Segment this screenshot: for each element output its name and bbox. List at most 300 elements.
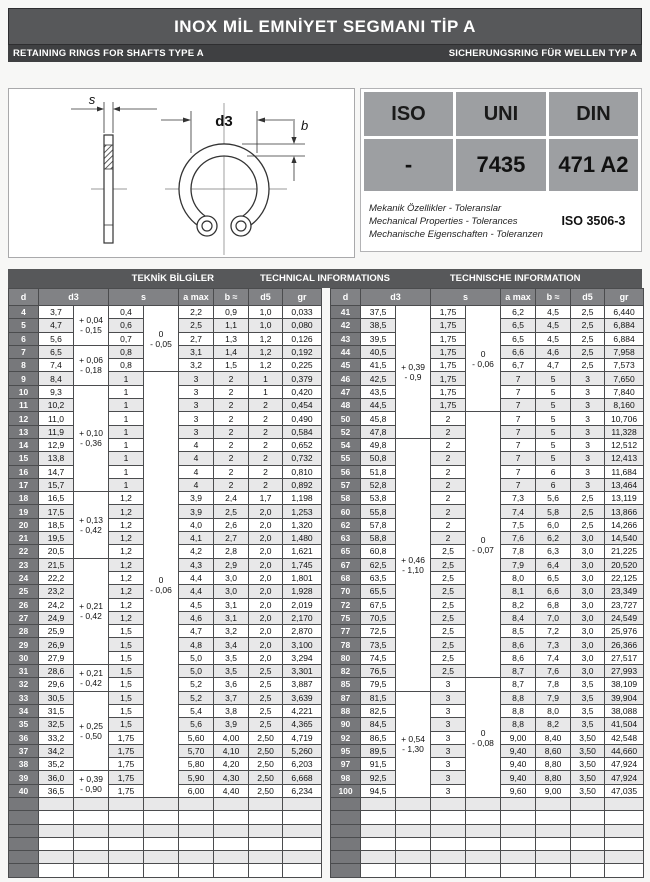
cell-d: 15	[9, 452, 39, 465]
cell-d3: 63,5	[361, 571, 396, 584]
cell-d: 82	[331, 665, 361, 678]
empty-cell	[361, 797, 396, 810]
cell-d3: 41,5	[361, 359, 396, 372]
cell-b: 3,0	[214, 585, 249, 598]
cell-d5: 3,0	[571, 558, 605, 571]
cell-b: 8,0	[536, 704, 571, 717]
cell-gr: 38,088	[605, 704, 644, 717]
empty-cell	[283, 837, 322, 850]
empty-cell	[396, 824, 431, 837]
cell-d: 70	[331, 585, 361, 598]
cell-d3: 37,5	[361, 306, 396, 319]
empty-cell	[179, 851, 214, 864]
cell-d3: 34,2	[39, 744, 74, 757]
cell-b: 6,0	[536, 518, 571, 531]
cell-b: 3,7	[214, 691, 249, 704]
column-header: d	[9, 289, 39, 306]
cell-d5: 3	[571, 478, 605, 491]
cell-d3: 36,5	[39, 784, 74, 797]
cell-d: 5	[9, 319, 39, 332]
empty-row	[9, 864, 322, 877]
cell-a-max: 9,40	[501, 744, 536, 757]
cell-d: 62	[331, 518, 361, 531]
cell-d5: 2	[249, 465, 283, 478]
empty-cell	[39, 851, 74, 864]
cell-gr: 0,892	[283, 478, 322, 491]
cell-d3: 36,0	[39, 771, 74, 784]
cell-b: 5	[536, 412, 571, 425]
cell-gr: 3,294	[283, 651, 322, 664]
cell-a-max: 4	[179, 478, 214, 491]
cell-d3: 62,5	[361, 558, 396, 571]
empty-cell	[179, 864, 214, 877]
cell-b: 2	[214, 372, 249, 385]
cell-d: 55	[331, 452, 361, 465]
cell-gr: 2,170	[283, 611, 322, 624]
empty-row	[9, 797, 322, 810]
empty-cell	[501, 837, 536, 850]
cell-d: 87	[331, 691, 361, 704]
empty-cell	[396, 864, 431, 877]
cell-s: 3	[431, 731, 466, 744]
cell-d5: 3,0	[571, 625, 605, 638]
cell-a-max: 8,5	[501, 625, 536, 638]
table-row	[331, 412, 644, 425]
title-bar	[8, 8, 642, 45]
cell-d5: 2,0	[249, 625, 283, 638]
cell-b: 7,6	[536, 665, 571, 678]
cell-gr: 44,660	[605, 744, 644, 757]
cell-s: 1,75	[109, 784, 144, 797]
cell-gr: 2,870	[283, 625, 322, 638]
cell-a-max: 7,5	[501, 518, 536, 531]
cell-d5: 3,5	[571, 718, 605, 731]
cell-d: 34	[9, 704, 39, 717]
empty-row	[331, 824, 644, 837]
empty-cell	[361, 824, 396, 837]
cell-gr: 21,225	[605, 545, 644, 558]
cell-a-max: 4,0	[179, 518, 214, 531]
cell-gr: 0,379	[283, 372, 322, 385]
cell-d3: 32,5	[39, 718, 74, 731]
cell-b: 7,3	[536, 638, 571, 651]
cell-gr: 20,520	[605, 558, 644, 571]
cell-d5: 2,0	[249, 545, 283, 558]
empty-cell	[571, 864, 605, 877]
cell-d5: 2	[249, 452, 283, 465]
subtitle-bar	[8, 45, 642, 62]
cell-a-max: 7	[501, 425, 536, 438]
cell-a-max: 5,2	[179, 678, 214, 691]
cell-d5: 3,50	[571, 744, 605, 757]
cell-s: 2,5	[431, 665, 466, 678]
table-row	[331, 306, 644, 319]
empty-cell	[39, 824, 74, 837]
empty-cell	[501, 851, 536, 864]
empty-cell	[74, 837, 109, 850]
standards-table	[360, 88, 642, 252]
cell-s: 3	[431, 744, 466, 757]
cell-d: 24	[9, 571, 39, 584]
cell-d3: 53,8	[361, 492, 396, 505]
cell-gr: 27,517	[605, 651, 644, 664]
cell-d5: 1,2	[249, 359, 283, 372]
empty-cell	[179, 837, 214, 850]
cell-d3: 76,5	[361, 665, 396, 678]
cell-d5: 3	[571, 452, 605, 465]
cell-d: 46	[331, 372, 361, 385]
empty-cell	[361, 837, 396, 850]
cell-d3: 82,5	[361, 704, 396, 717]
cell-a-max: 3,2	[179, 359, 214, 372]
cell-gr: 14,540	[605, 532, 644, 545]
cell-d5: 3,0	[571, 545, 605, 558]
cell-d5: 3,0	[571, 651, 605, 664]
table-row	[9, 372, 322, 385]
cell-d: 17	[9, 478, 39, 491]
cell-d3: 17,5	[39, 505, 74, 518]
cell-s: 1,5	[109, 691, 144, 704]
cell-a-max: 4,8	[179, 638, 214, 651]
cell-gr: 1,253	[283, 505, 322, 518]
column-header: s	[431, 289, 501, 306]
cell-d: 95	[331, 744, 361, 757]
empty-cell	[431, 797, 466, 810]
cell-d5: 2,50	[249, 784, 283, 797]
cell-b: 7,9	[536, 691, 571, 704]
cell-b: 1,1	[214, 319, 249, 332]
cell-d3: 35,2	[39, 758, 74, 771]
cell-s: 1	[109, 425, 144, 438]
cell-gr: 26,366	[605, 638, 644, 651]
cell-gr: 3,100	[283, 638, 322, 651]
cell-b: 9,00	[536, 784, 571, 797]
cell-d: 63	[331, 532, 361, 545]
empty-cell	[536, 797, 571, 810]
cell-b: 4,5	[536, 319, 571, 332]
cell-gr: 12,512	[605, 438, 644, 451]
cell-gr: 27,993	[605, 665, 644, 678]
cell-b: 6	[536, 465, 571, 478]
cell-a-max: 7	[501, 399, 536, 412]
empty-cell	[74, 824, 109, 837]
cell-b: 2	[214, 425, 249, 438]
cell-d5: 2,5	[249, 718, 283, 731]
cell-d3: 15,7	[39, 478, 74, 491]
empty-cell	[501, 811, 536, 824]
empty-cell	[536, 811, 571, 824]
cell-d: 39	[9, 771, 39, 784]
standards-value-uni: 7435	[456, 139, 546, 191]
cell-d: 29	[9, 638, 39, 651]
cell-d5: 1	[249, 372, 283, 385]
cell-a-max: 7	[501, 412, 536, 425]
cell-d3: 10,2	[39, 399, 74, 412]
cell-s: 1,5	[109, 651, 144, 664]
cell-a-max: 5,60	[179, 731, 214, 744]
cell-a-max: 3	[179, 385, 214, 398]
cell-a-max: 5,90	[179, 771, 214, 784]
cell-d3: 11,9	[39, 425, 74, 438]
empty-cell	[396, 811, 431, 824]
cell-a-max: 8,6	[501, 651, 536, 664]
cell-b: 3,8	[214, 704, 249, 717]
cell-s: 1,75	[109, 758, 144, 771]
cell-s: 2	[431, 532, 466, 545]
empty-cell	[39, 811, 74, 824]
cell-d3: 4,7	[39, 319, 74, 332]
cell-s: 2,5	[431, 545, 466, 558]
cell-a-max: 7	[501, 438, 536, 451]
cell-d3: 25,9	[39, 625, 74, 638]
cell-gr: 0,454	[283, 399, 322, 412]
empty-cell	[39, 864, 74, 877]
cell-b: 3,1	[214, 598, 249, 611]
cell-d3: 12,9	[39, 438, 74, 451]
cell-a-max: 3	[179, 372, 214, 385]
cell-s: 1,2	[109, 545, 144, 558]
cell-d5: 2,50	[249, 758, 283, 771]
band-label-german: TECHNISCHE INFORMATION	[449, 273, 581, 284]
standards-value-din: 471 A2	[549, 139, 638, 191]
cell-d3: 28,6	[39, 665, 74, 678]
empty-cell	[361, 864, 396, 877]
cell-d3: 3,7	[39, 306, 74, 319]
cell-d3: 91,5	[361, 758, 396, 771]
cell-a-max: 9,40	[501, 771, 536, 784]
header-row	[331, 289, 644, 306]
cell-d: 43	[331, 332, 361, 345]
empty-cell	[214, 851, 249, 864]
cell-b: 3,1	[214, 611, 249, 624]
cell-s: 3	[431, 718, 466, 731]
empty-cell	[431, 851, 466, 864]
cell-s: 2,5	[431, 558, 466, 571]
cell-d3: 7,4	[39, 359, 74, 372]
empty-cell	[501, 797, 536, 810]
cell-s: 2	[431, 452, 466, 465]
cell-d5: 3,0	[571, 638, 605, 651]
cell-d5: 3,0	[571, 571, 605, 584]
cell-a-max: 7,8	[501, 545, 536, 558]
cell-d3: 92,5	[361, 771, 396, 784]
cell-gr: 47,924	[605, 771, 644, 784]
cell-a-max: 3,9	[179, 492, 214, 505]
column-header: gr	[283, 289, 322, 306]
cell-gr: 6,440	[605, 306, 644, 319]
cell-b: 3,0	[214, 571, 249, 584]
cell-d5: 2,5	[571, 345, 605, 358]
cell-gr: 0,652	[283, 438, 322, 451]
cell-s: 2,5	[431, 571, 466, 584]
cell-d5: 3,50	[571, 771, 605, 784]
empty-cell	[249, 811, 283, 824]
cell-d5: 3	[571, 399, 605, 412]
cell-d5: 2	[249, 438, 283, 451]
cell-d: 16	[9, 465, 39, 478]
cell-d: 4	[9, 306, 39, 319]
cell-s-tolerance: 0 - 0,07	[466, 412, 501, 678]
cell-d: 28	[9, 625, 39, 638]
cell-d5: 2	[249, 399, 283, 412]
cell-b: 5	[536, 452, 571, 465]
cell-s: 1	[109, 399, 144, 412]
cell-d: 52	[331, 425, 361, 438]
cell-gr: 0,732	[283, 452, 322, 465]
cell-d3: 38,5	[361, 319, 396, 332]
cell-b: 2	[214, 452, 249, 465]
cell-d: 80	[331, 651, 361, 664]
empty-cell	[605, 797, 644, 810]
cell-d3: 72,5	[361, 625, 396, 638]
cell-a-max: 8,8	[501, 691, 536, 704]
cell-d5: 2,0	[249, 598, 283, 611]
cell-b: 6,5	[536, 571, 571, 584]
cell-d3: 44,5	[361, 399, 396, 412]
cell-d: 100	[331, 784, 361, 797]
cell-d5: 2,5	[571, 492, 605, 505]
cell-s: 2	[431, 478, 466, 491]
empty-row	[331, 797, 644, 810]
cell-gr: 13,866	[605, 505, 644, 518]
cell-d: 45	[331, 359, 361, 372]
cell-b: 8,40	[536, 731, 571, 744]
empty-row	[9, 824, 322, 837]
cell-s: 1,2	[109, 558, 144, 571]
cell-d5: 3,50	[571, 758, 605, 771]
cell-gr: 3,301	[283, 665, 322, 678]
empty-cell	[109, 824, 144, 837]
subtitle-german: SICHERUNGSRING FÜR WELLEN TYP A	[448, 48, 637, 59]
cell-gr: 1,480	[283, 532, 322, 545]
subtitle-english: RETAINING RINGS FOR SHAFTS TYPE A	[13, 48, 204, 59]
cell-d3: 33,2	[39, 731, 74, 744]
iso-standard-ref: ISO 3506-3	[549, 194, 638, 248]
cell-d3: 89,5	[361, 744, 396, 757]
cell-gr: 6,884	[605, 332, 644, 345]
empty-cell	[466, 824, 501, 837]
cell-s: 2	[431, 492, 466, 505]
cell-d3: 23,2	[39, 585, 74, 598]
cell-d: 78	[331, 638, 361, 651]
dimension-s	[71, 92, 157, 133]
column-header: a max	[179, 289, 214, 306]
cell-b: 8,2	[536, 718, 571, 731]
cell-s: 1,75	[431, 385, 466, 398]
cell-gr: 1,928	[283, 585, 322, 598]
cell-gr: 23,349	[605, 585, 644, 598]
cell-b: 5	[536, 399, 571, 412]
empty-cell	[109, 864, 144, 877]
cell-d3-tolerance: + 0,10 - 0,36	[74, 385, 109, 491]
cell-a-max: 2,2	[179, 306, 214, 319]
lug-hole-left	[202, 221, 212, 231]
cell-a-max: 8,7	[501, 678, 536, 691]
cell-a-max: 5,2	[179, 691, 214, 704]
cell-d: 37	[9, 744, 39, 757]
cell-d5: 1,2	[249, 332, 283, 345]
cell-gr: 4,221	[283, 704, 322, 717]
cell-d3: 29,6	[39, 678, 74, 691]
cell-b: 1,3	[214, 332, 249, 345]
cell-b: 3,2	[214, 625, 249, 638]
cell-d3: 79,5	[361, 678, 396, 691]
cell-d5: 2,5	[571, 319, 605, 332]
cell-b: 1,4	[214, 345, 249, 358]
cell-s: 2	[431, 518, 466, 531]
cell-d: 65	[331, 545, 361, 558]
cell-d3: 18,5	[39, 518, 74, 531]
dimensions-table-right	[330, 288, 644, 878]
empty-cell	[144, 797, 179, 810]
cell-gr: 1,198	[283, 492, 322, 505]
cell-gr: 6,234	[283, 784, 322, 797]
cell-d	[331, 811, 361, 824]
empty-cell	[466, 864, 501, 877]
empty-cell	[396, 797, 431, 810]
cell-b: 6	[536, 478, 571, 491]
cell-d5: 2,0	[249, 651, 283, 664]
cell-s: 2	[431, 438, 466, 451]
empty-cell	[536, 864, 571, 877]
cell-s: 1,5	[109, 638, 144, 651]
cell-d3: 86,5	[361, 731, 396, 744]
cell-b: 1,5	[214, 359, 249, 372]
cell-gr: 22,125	[605, 571, 644, 584]
cell-d: 8	[9, 359, 39, 372]
cell-d3: 52,8	[361, 478, 396, 491]
cell-b: 8,80	[536, 771, 571, 784]
cell-b: 4,5	[536, 332, 571, 345]
cell-s: 1,75	[109, 744, 144, 757]
cell-b: 2,6	[214, 518, 249, 531]
cell-gr: 47,035	[605, 784, 644, 797]
cell-s: 3	[431, 704, 466, 717]
empty-cell	[431, 824, 466, 837]
cell-gr: 1,621	[283, 545, 322, 558]
cell-a-max: 7,6	[501, 532, 536, 545]
cell-d3: 60,8	[361, 545, 396, 558]
empty-cell	[283, 797, 322, 810]
cell-s: 0,8	[109, 345, 144, 358]
empty-cell	[249, 824, 283, 837]
cell-s: 1,2	[109, 518, 144, 531]
cell-s: 1,75	[431, 306, 466, 319]
cell-a-max: 6,7	[501, 359, 536, 372]
standards-header-uni: UNI	[456, 92, 546, 136]
cell-a-max: 4	[179, 452, 214, 465]
empty-cell	[536, 824, 571, 837]
column-header: d5	[571, 289, 605, 306]
cell-a-max: 6,6	[501, 345, 536, 358]
standards-header-din: DIN	[549, 92, 638, 136]
technical-drawing-box	[8, 88, 355, 258]
cell-s: 1,75	[431, 332, 466, 345]
cell-d: 50	[331, 412, 361, 425]
standards-notes-row	[364, 194, 638, 248]
empty-row	[331, 837, 644, 850]
cell-gr: 0,225	[283, 359, 322, 372]
cell-d3: 42,5	[361, 372, 396, 385]
cell-d5: 3,50	[571, 784, 605, 797]
cell-s: 1,5	[109, 678, 144, 691]
cell-s: 1,75	[109, 771, 144, 784]
cell-d3: 51,8	[361, 465, 396, 478]
cell-s: 2	[431, 505, 466, 518]
cell-d: 88	[331, 704, 361, 717]
cell-d5: 1,0	[249, 319, 283, 332]
column-header: a max	[501, 289, 536, 306]
